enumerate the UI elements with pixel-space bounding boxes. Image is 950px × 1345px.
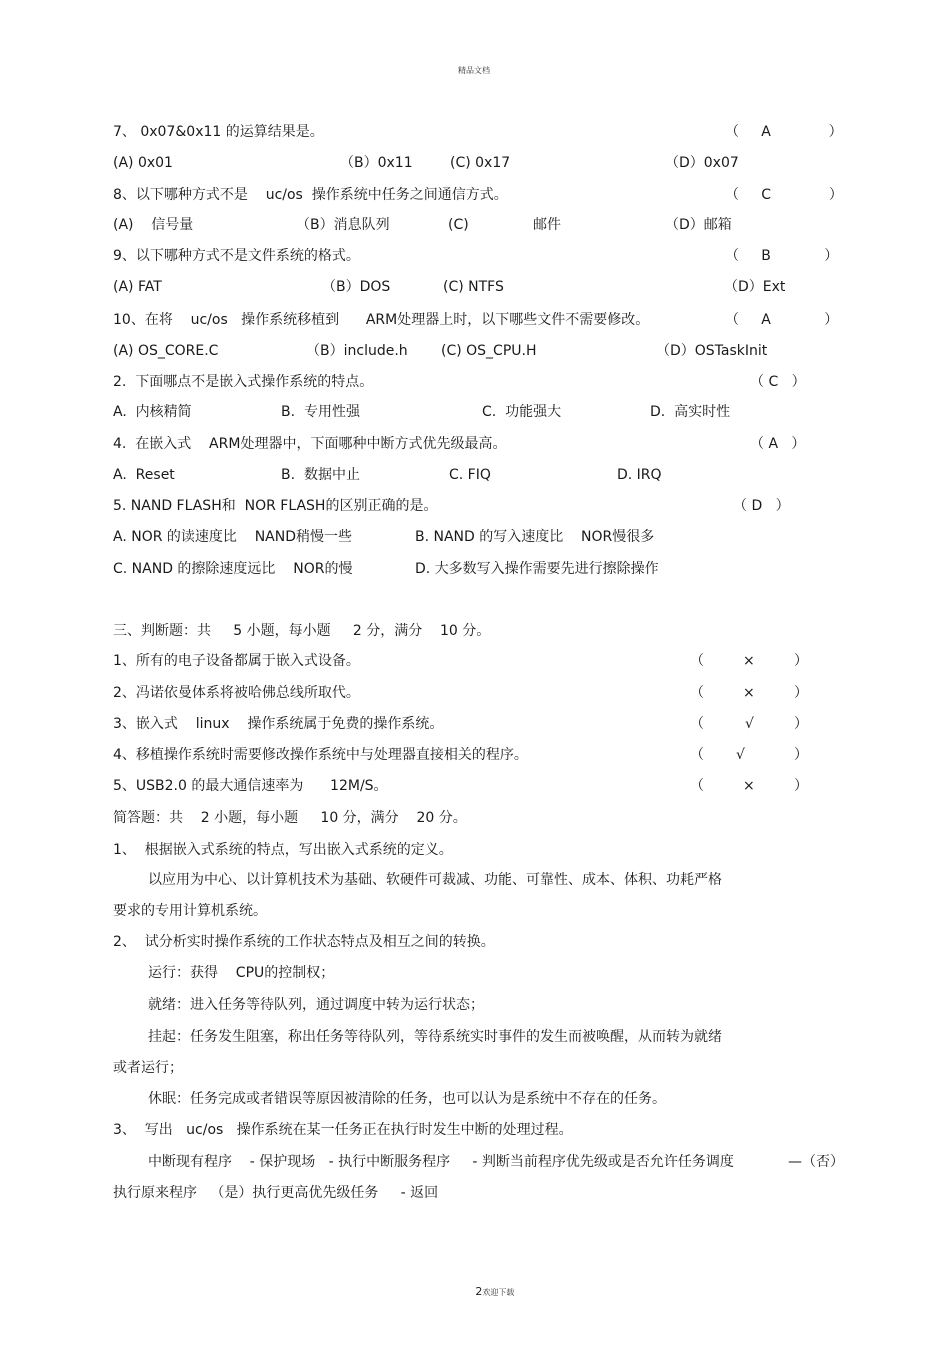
answer-10: （ A ） [725, 312, 839, 328]
judge-close-3: ） [794, 716, 808, 732]
short-q3: 3、 写出 uc/os 操作系统在某一任务正在执行时发生中断的处理过程。 [113, 1122, 573, 1138]
option-8c-text: 邮件 [533, 217, 561, 233]
judge-mark-1: × [743, 653, 755, 669]
option-8c: (C) [448, 217, 469, 233]
short-a2-suspend: 挂起：任务发生阻塞，称出任务等待队列，等待系统实时事件的发生而被唤醒，从而转为就绪 [148, 1029, 722, 1045]
judge-mark-2: × [743, 685, 755, 701]
judge-close-5: ） [794, 778, 808, 794]
judge-open-5: （ [690, 778, 704, 794]
option-10d: （D）OSTaskInit [656, 343, 768, 359]
judge-item-1: 1、所有的电子设备都属于嵌入式设备。 [113, 653, 360, 669]
short-a2-sleep: 休眠：任务完成或者错误等原因被清除的任务，也可以认为是系统中不存在的任务。 [148, 1091, 666, 1107]
question-10: 10、在将 uc/os 操作系统移植到 ARM处理器上时，以下哪些文件不需要修改。 [113, 312, 650, 328]
option-5b: B. NAND 的写入速度比 NOR慢很多 [415, 529, 655, 545]
answer-2: （ C ） [750, 374, 806, 390]
option-10b: （B）include.h [306, 343, 408, 359]
option-2d: D. 高实时性 [650, 404, 731, 420]
judge-open-2: （ [690, 685, 704, 701]
judge-open-3: （ [690, 716, 704, 732]
option-9a: (A) FAT [113, 279, 162, 295]
question-5: 5. NAND FLASH和 NOR FLASH的区别正确的是。 [113, 498, 438, 514]
option-5a: A. NOR 的读速度比 NAND稍慢一些 [113, 529, 353, 545]
option-2c: C. 功能强大 [482, 404, 562, 420]
answer-9: （ B ） [725, 248, 839, 264]
header-watermark: 精品文档 [458, 66, 490, 75]
answer-7: （ A ） [725, 124, 843, 140]
option-2b: B. 专用性强 [281, 404, 360, 420]
option-8b: （B）消息队列 [296, 217, 390, 233]
judge-mark-4: √ [736, 747, 745, 763]
option-10a: (A) OS_CORE.C [113, 343, 219, 359]
question-8: 8、以下哪种方式不是 uc/os 操作系统中任务之间通信方式。 [113, 187, 508, 203]
short-q1: 1、 根据嵌入式系统的特点，写出嵌入式系统的定义。 [113, 842, 453, 858]
short-a2-suspend-cont: 或者运行； [113, 1060, 183, 1076]
page-number: 2 [475, 1285, 483, 1298]
option-7a: (A) 0x01 [113, 155, 173, 171]
option-10c: (C) OS_CPU.H [441, 343, 537, 359]
option-5d: D. 大多数写入操作需要先进行擦除操作 [415, 561, 659, 577]
option-9b: （B）DOS [322, 279, 391, 295]
option-2a: A. 内核精简 [113, 404, 192, 420]
footer [455, 1261, 514, 1318]
option-4d: D. IRQ [617, 467, 662, 483]
judge-close-1: ） [794, 653, 808, 669]
download-note: 欢迎下载 [482, 1288, 515, 1297]
question-2: 2. 下面哪点不是嵌入式操作系统的特点。 [113, 374, 374, 390]
option-9c: (C) NTFS [443, 279, 504, 295]
judge-open-4: （ [690, 747, 704, 763]
question-7: 7、 0x07&0x11 的运算结果是。 [113, 124, 324, 140]
short-a1-line2: 要求的专用计算机系统。 [113, 903, 267, 919]
judge-item-5: 5、USB2.0 的最大通信速率为 12M/S。 [113, 778, 388, 794]
judge-item-4: 4、移植操作系统时需要修改操作系统中与处理器直接相关的程序。 [113, 747, 528, 763]
short-q2: 2、 试分析实时操作系统的工作状态特点及相互之间的转换。 [113, 934, 495, 950]
option-4c: C. FIQ [449, 467, 491, 483]
option-7d: （D）0x07 [665, 155, 739, 171]
option-5c: C. NAND 的擦除速度远比 NOR的慢 [113, 561, 353, 577]
judge-item-2: 2、冯诺依曼体系将被哈佛总线所取代。 [113, 685, 360, 701]
option-4b: B. 数据中止 [281, 467, 360, 483]
short-section-title: 简答题：共 2 小题，每小题 10 分，满分 20 分。 [113, 810, 467, 826]
short-a3-line1: 中断现有程序 - 保护现场 - 执行中断服务程序 - 判断当前程序优先级或是否允许任务调度 [148, 1154, 734, 1170]
option-8d: （D）邮箱 [665, 217, 732, 233]
option-7b: （B）0x11 [340, 155, 413, 171]
judge-mark-5: × [743, 778, 755, 794]
option-7c: (C) 0x17 [450, 155, 511, 171]
judge-item-3: 3、嵌入式 linux 操作系统属于免费的操作系统。 [113, 716, 444, 732]
option-8a: (A) 信号量 [113, 217, 194, 233]
short-a2-ready: 就绪：进入任务等待队列，通过调度中转为运行状态； [148, 997, 484, 1013]
judge-mark-3: √ [745, 716, 754, 732]
question-4: 4. 在嵌入式 ARM处理器中，下面哪种中断方式优先级最高。 [113, 436, 507, 452]
answer-8: （ C ） [725, 187, 843, 203]
short-a1-line1: 以应用为中心、以计算机技术为基础、软硬件可裁减、功能、可靠性、成本、体积、功耗严格 [148, 872, 722, 888]
judge-close-4: ） [794, 747, 808, 763]
option-9d: （D）Ext [724, 279, 786, 295]
judge-section-title: 三、判断题：共 5 小题，每小题 2 分，满分 10 分。 [113, 623, 491, 639]
option-4a: A. Reset [113, 467, 175, 483]
judge-open-1: （ [690, 653, 704, 669]
answer-5: （ D ） [733, 498, 790, 514]
judge-close-2: ） [794, 685, 808, 701]
short-a3-no-branch: —（否） [788, 1154, 844, 1170]
short-a3-line2: 执行原来程序 （是）执行更高优先级任务 - 返回 [113, 1185, 439, 1201]
short-a2-running: 运行：获得 CPU的控制权； [148, 965, 335, 981]
answer-4: （ A ） [750, 436, 806, 452]
question-9: 9、以下哪种方式不是文件系统的格式。 [113, 248, 360, 264]
